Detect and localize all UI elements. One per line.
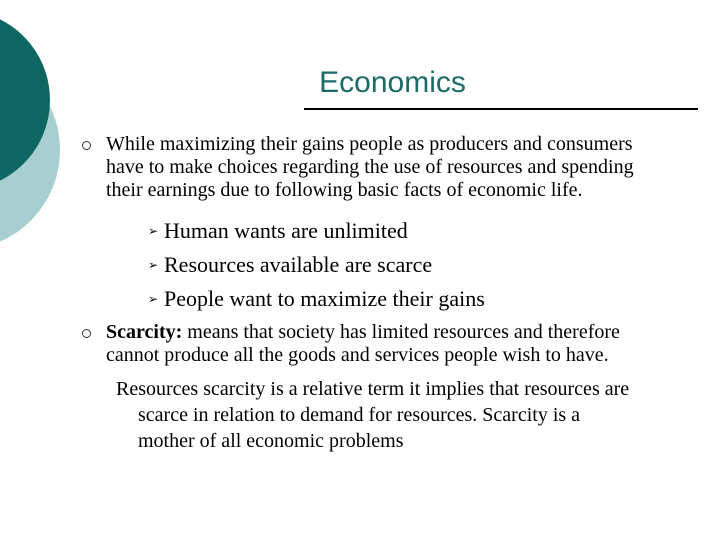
fact-text: Resources available are scarce: [164, 252, 433, 277]
fact-text: Human wants are unlimited: [164, 218, 408, 243]
bullet-1-line-2: have to make choices regarding the use of resources and spending: [106, 156, 634, 178]
fact-item: [148, 252, 432, 278]
bullet-2-line-4: scarce in relation to demand for resources. Scarcity is a: [138, 404, 581, 426]
bullet-1-line-1: While maximizing their gains people as producers and consumers: [106, 133, 633, 155]
slide-title: Economics: [319, 66, 466, 99]
fact-text: People want to maximize their gains: [164, 286, 485, 311]
bullet-1-line-3: their earnings due to following basic facts of economic life.: [106, 179, 583, 201]
decorative-circles: [0, 0, 60, 280]
scarcity-definition: means that society has limited resources and therefore: [182, 321, 620, 343]
bullet-circle-icon: [82, 329, 91, 338]
bullet-2-line-5: mother of all economic problems: [138, 430, 404, 452]
bullet-2-line-3: Resources scarcity is a relative term it implies that resources are: [116, 378, 630, 400]
bullet-2-text: [106, 321, 696, 367]
arrow-bullet-icon: ➢: [148, 258, 159, 272]
bullet-1-text: [106, 133, 696, 202]
title-underline: [304, 108, 698, 110]
fact-item: [148, 286, 485, 312]
bullet-2-line-1: [106, 321, 696, 344]
arrow-bullet-icon: ➢: [148, 224, 159, 238]
scarcity-term: Scarcity:: [106, 321, 183, 343]
bullet-circle-icon: [82, 141, 91, 150]
bullet-2-line-2: cannot produce all the goods and services people wish to have.: [106, 344, 609, 366]
arrow-bullet-icon: ➢: [148, 292, 159, 306]
fact-item: [148, 218, 408, 244]
